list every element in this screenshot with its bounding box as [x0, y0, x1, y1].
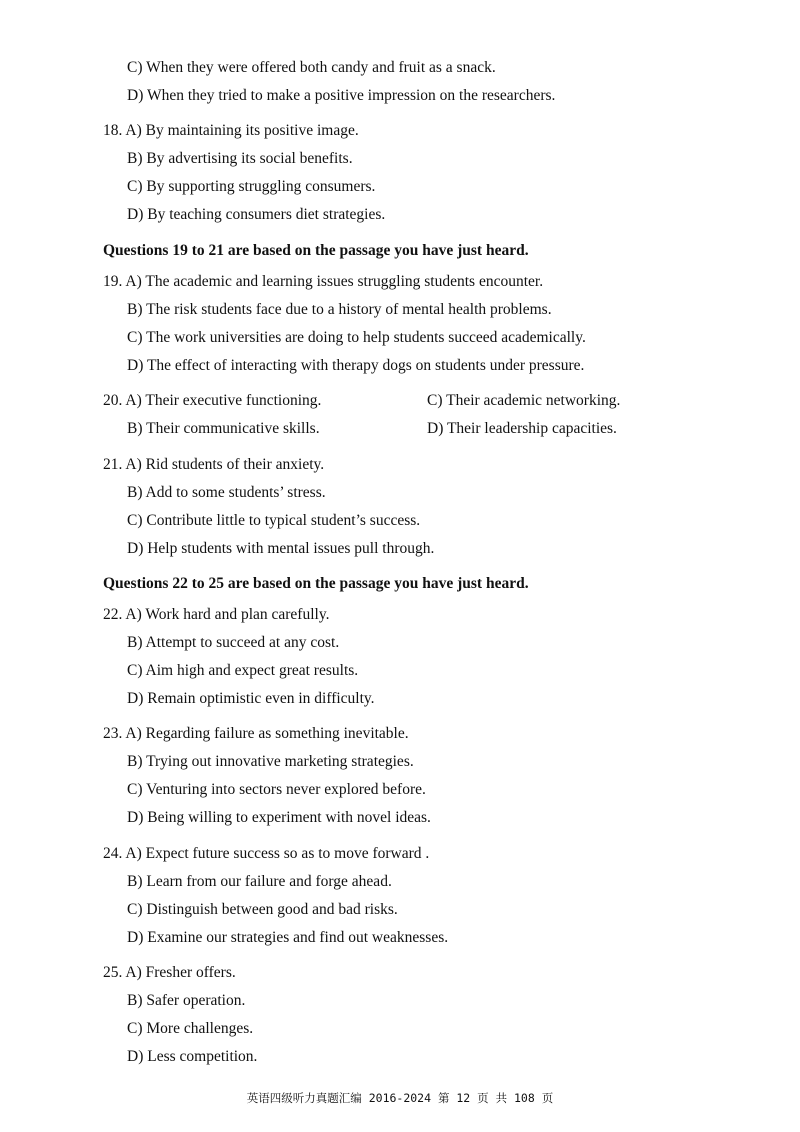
q21-option-a: 21. A) Rid students of their anxiety. [103, 456, 325, 473]
q25-option-d: D) Less competition. [127, 1048, 258, 1065]
q23-option-d: D) Being willing to experiment with novel ideas. [127, 809, 431, 826]
q24-option-c: C) Distinguish between good and bad risks. [127, 901, 398, 918]
q21-option-b: B) Add to some students’ stress. [127, 484, 326, 501]
page-footer: 英语四级听力真题汇编 2016-2024 第 12 页 共 108 页 [246, 1091, 554, 1105]
section-heading-19-21: Questions 19 to 21 are based on the passage you have just heard. [103, 242, 529, 259]
q25-option-b: B) Safer operation. [127, 992, 246, 1009]
q23-option-c: C) Venturing into sectors never explored before. [127, 781, 426, 798]
section-heading-22-25: Questions 22 to 25 are based on the passage you have just heard. [103, 575, 529, 592]
q19-option-a: 19. A) The academic and learning issues struggling students encounter. [103, 273, 544, 290]
q24-option-a: 24. A) Expect future success so as to move forward . [103, 845, 430, 862]
q20-option-c: C) Their academic networking. [427, 392, 621, 409]
q20-option-a: 20. A) Their executive functioning. [103, 392, 322, 409]
q21-option-d: D) Help students with mental issues pull through. [127, 540, 435, 557]
q18-option-b: B) By advertising its social benefits. [127, 150, 353, 167]
q20-option-d: D) Their leadership capacities. [427, 420, 617, 437]
q22-option-c: C) Aim high and expect great results. [127, 662, 359, 679]
q23-option-a: 23. A) Regarding failure as something inevitable. [103, 725, 409, 742]
q24-option-d: D) Examine our strategies and find out weaknesses. [127, 929, 449, 946]
q22-option-a: 22. A) Work hard and plan carefully. [103, 606, 330, 623]
q19-option-b: B) The risk students face due to a history of mental health problems. [127, 301, 552, 318]
q23-option-b: B) Trying out innovative marketing strategies. [127, 753, 414, 770]
q18-option-c: C) By supporting struggling consumers. [127, 178, 376, 195]
q17-option-d: D) When they tried to make a positive impression on the researchers. [127, 87, 556, 104]
q25-option-a: 25. A) Fresher offers. [103, 964, 236, 981]
q22-option-d: D) Remain optimistic even in difficulty. [127, 690, 375, 707]
q20-option-b: B) Their communicative skills. [127, 420, 320, 437]
q18-option-d: D) By teaching consumers diet strategies. [127, 206, 386, 223]
q22-option-b: B) Attempt to succeed at any cost. [127, 634, 340, 651]
q21-option-c: C) Contribute little to typical student’s success. [127, 512, 421, 529]
q19-option-d: D) The effect of interacting with therapy dogs on students under pressure. [127, 357, 585, 374]
q24-option-b: B) Learn from our failure and forge ahead. [127, 873, 392, 890]
q19-option-c: C) The work universities are doing to help students succeed academically. [127, 329, 586, 346]
q18-option-a: 18. A) By maintaining its positive image. [103, 122, 359, 139]
q17-option-c: C) When they were offered both candy and fruit as a snack. [127, 59, 496, 76]
q25-option-c: C) More challenges. [127, 1020, 254, 1037]
